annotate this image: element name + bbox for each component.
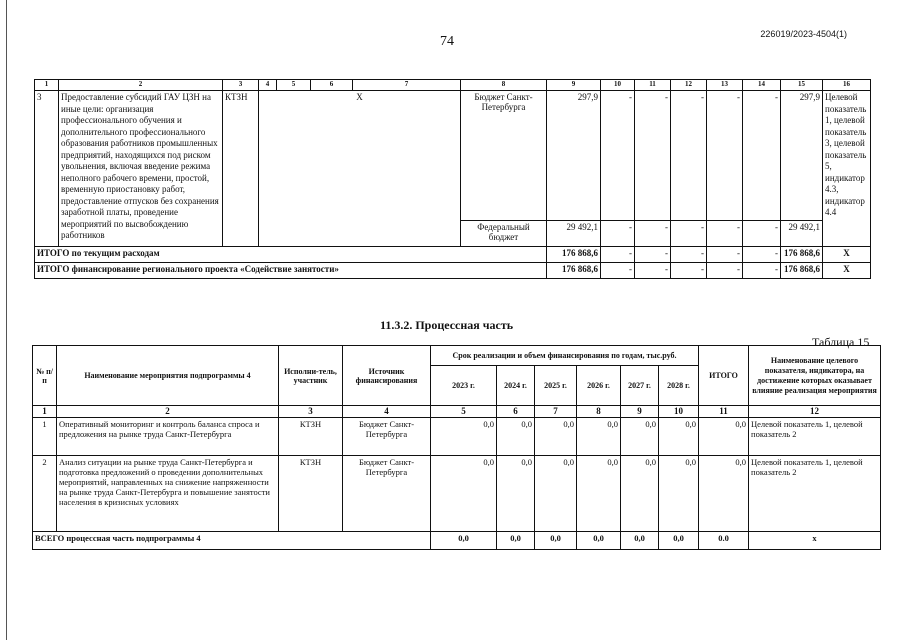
value-cell: 29 492,1 [547, 221, 601, 247]
value-cell: 0,0 [431, 418, 497, 456]
col-index: 11 [635, 80, 671, 91]
table-row [35, 91, 871, 221]
value-cell: 0,0 [659, 418, 699, 456]
column-index-row [35, 80, 871, 91]
dash-cell: - [635, 263, 671, 279]
dash-cell: - [601, 247, 635, 263]
header-period: Срок реализации и объем финансирования по годам, тыс.руб. [431, 346, 699, 366]
dash-cell: - [743, 221, 781, 247]
table-caption: Таблица 15 [812, 335, 870, 349]
col-index: 4 [343, 406, 431, 418]
header-year: 2026 г. [577, 366, 621, 406]
x-mark: Х [823, 247, 871, 263]
indicator-cell: Целевой показатель 1, целевой показатель 2 [749, 418, 881, 456]
header-indicator: Наименование целевого показателя, индикатора, на достижение которых оказывает влияние реализация мероприятия [749, 346, 881, 406]
col-index: 4 [259, 80, 277, 91]
value-cell: 176 868,6 [547, 263, 601, 279]
value-cell: 0,0 [535, 532, 577, 550]
dash-cell: - [601, 91, 635, 221]
indicators: Целевой показатель 1, целевой показатель 3, целевой показатель 5, индикатор 4.3, индикатор 4.4 [823, 91, 871, 247]
header-year: 2028 г. [659, 366, 699, 406]
document-id: 226019/2023-4504(1) [760, 29, 847, 39]
dash-cell: - [743, 91, 781, 221]
total-row [33, 532, 881, 550]
value-cell: 0,0 [621, 418, 659, 456]
page-number: 74 [440, 34, 454, 49]
value-cell: 0,0 [431, 456, 497, 532]
value-cell: 0,0 [535, 418, 577, 456]
header-itogo: ИТОГО [699, 346, 749, 406]
mark-cell: Х [259, 91, 461, 247]
dash-cell: - [707, 247, 743, 263]
section-title: 11.3.2. Процессная часть [380, 318, 514, 332]
total-cell: 29 492,1 [781, 221, 823, 247]
dash-cell: - [743, 263, 781, 279]
header-num: № п/п [33, 346, 57, 406]
col-index: 16 [823, 80, 871, 91]
dash-cell: - [671, 91, 707, 221]
col-index: 10 [659, 406, 699, 418]
header-year: 2025 г. [535, 366, 577, 406]
executor: КТЗН [279, 456, 343, 532]
header-year: 2027 г. [621, 366, 659, 406]
column-index-row [33, 406, 881, 418]
dash-cell: - [635, 221, 671, 247]
col-index: 10 [601, 80, 635, 91]
col-index: 1 [35, 80, 59, 91]
value-cell: 0,0 [659, 532, 699, 550]
col-index: 5 [431, 406, 497, 418]
value-cell: 176 868,6 [547, 247, 601, 263]
itogo-cell: 0.0 [699, 532, 749, 550]
indicator-cell: Целевой показатель 1, целевой показатель 2 [749, 456, 881, 532]
total-project-label: ИТОГО финансирование регионального проекта «Содействие занятости» [35, 263, 547, 279]
dash-cell: - [671, 263, 707, 279]
col-index: 2 [57, 406, 279, 418]
col-index: 7 [353, 80, 461, 91]
dash-cell: - [671, 221, 707, 247]
total-row [35, 247, 871, 263]
total-current-label: ИТОГО по текущим расходам [35, 247, 547, 263]
executor: КТЗН [223, 91, 259, 247]
dash-cell: - [707, 263, 743, 279]
total-label: ВСЕГО процессная часть подпрограммы 4 [33, 532, 431, 550]
col-index: 9 [621, 406, 659, 418]
header-name: Наименование мероприятия подпрограммы 4 [57, 346, 279, 406]
dash-cell: - [601, 221, 635, 247]
table-row [33, 418, 881, 456]
funding-source: Бюджет Санкт-Петербурга [343, 456, 431, 532]
total-row [35, 263, 871, 279]
header-executor: Исполни-тель, участник [279, 346, 343, 406]
col-index: 8 [577, 406, 621, 418]
activity-name: Предоставление субсидий ГАУ ЦЗН на иные цели: организация профессионального обучения и дополнительного профессионального образования работников промышленных предприятий, находящихся под риском увольнения, включая введение режима неполного рабочего времени, простой, временную приостановку работ, предоставление отпусков без сохранения заработной платы, проведение мероприятий по высвобождению работников [59, 91, 223, 247]
total-cell: 176 868,6 [781, 263, 823, 279]
dash-cell: - [707, 221, 743, 247]
value-cell: 0,0 [535, 456, 577, 532]
value-cell: 0,0 [431, 532, 497, 550]
col-index: 2 [59, 80, 223, 91]
value-cell: 0,0 [621, 532, 659, 550]
executor: КТЗН [279, 418, 343, 456]
activity-name: Оперативный мониторинг и контроль баланса спроса и предложения на рынке труда Санкт-Петербурга [57, 418, 279, 456]
funding-source: Бюджет Санкт-Петербурга [461, 91, 547, 221]
dash-cell: - [601, 263, 635, 279]
page-edge-line [6, 0, 7, 640]
funding-source: Федеральный бюджет [461, 221, 547, 247]
col-index: 11 [699, 406, 749, 418]
col-index: 7 [535, 406, 577, 418]
value-cell: 0,0 [497, 532, 535, 550]
dash-cell: - [743, 247, 781, 263]
x-mark: х [749, 532, 881, 550]
col-index: 5 [277, 80, 311, 91]
total-cell: 176 868,6 [781, 247, 823, 263]
value-cell: 0,0 [577, 532, 621, 550]
col-index: 14 [743, 80, 781, 91]
col-index: 9 [547, 80, 601, 91]
itogo-cell: 0,0 [699, 418, 749, 456]
value-cell: 297,9 [547, 91, 601, 221]
header-year: 2023 г. [431, 366, 497, 406]
itogo-cell: 0,0 [699, 456, 749, 532]
dash-cell: - [671, 247, 707, 263]
row-number: 2 [33, 456, 57, 532]
col-index: 12 [749, 406, 881, 418]
col-index: 1 [33, 406, 57, 418]
row-number: 3 [35, 91, 59, 247]
activity-name: Анализ ситуации на рынке труда Санкт-Петербурга и подготовка предложений о проведении дополнительных мероприятий, направленных на снижение напряженности на рынке труда Санкт-Петербурга и повышение занятости населения в кризисных условиях [57, 456, 279, 532]
x-mark: Х [823, 263, 871, 279]
col-index: 6 [497, 406, 535, 418]
value-cell: 0,0 [497, 456, 535, 532]
col-index: 6 [311, 80, 353, 91]
col-index: 3 [279, 406, 343, 418]
value-cell: 0,0 [659, 456, 699, 532]
row-number: 1 [33, 418, 57, 456]
header-source: Источник финансирования [343, 346, 431, 406]
total-cell: 297,9 [781, 91, 823, 221]
value-cell: 0,0 [497, 418, 535, 456]
financing-table-continuation [34, 79, 871, 279]
col-index: 3 [223, 80, 259, 91]
col-index: 12 [671, 80, 707, 91]
process-part-table [32, 345, 881, 550]
header-row [33, 346, 881, 366]
dash-cell: - [635, 247, 671, 263]
header-year: 2024 г. [497, 366, 535, 406]
funding-source: Бюджет Санкт-Петербурга [343, 418, 431, 456]
value-cell: 0,0 [621, 456, 659, 532]
value-cell: 0,0 [577, 418, 621, 456]
dash-cell: - [707, 91, 743, 221]
col-index: 15 [781, 80, 823, 91]
col-index: 8 [461, 80, 547, 91]
table-row [33, 456, 881, 532]
col-index: 13 [707, 80, 743, 91]
value-cell: 0,0 [577, 456, 621, 532]
dash-cell: - [635, 91, 671, 221]
